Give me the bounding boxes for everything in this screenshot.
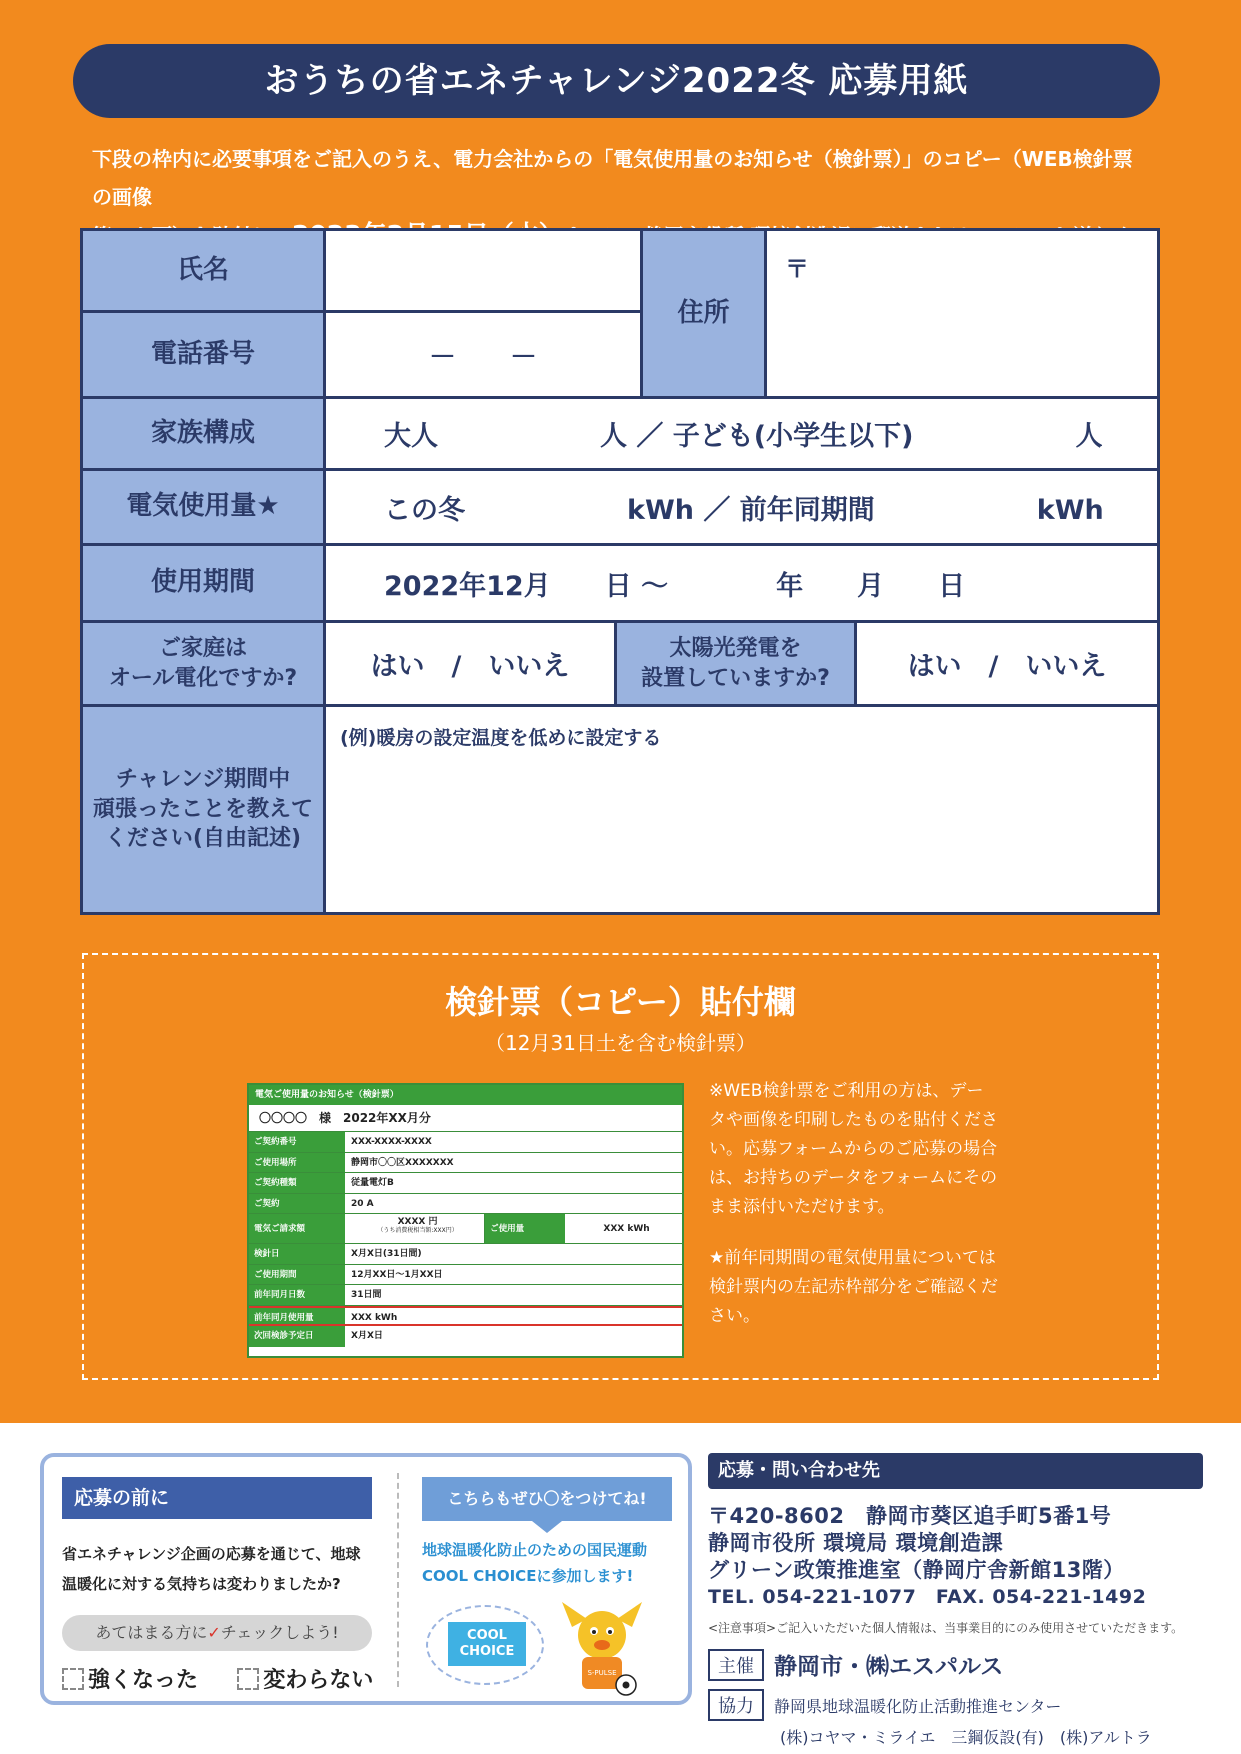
bill-charge-amount: XXXX 円	[397, 1217, 438, 1227]
checkbox-stronger[interactable]	[62, 1668, 84, 1690]
bill-value: 静岡市〇〇区XXXXXXX	[351, 1157, 454, 1168]
bill-value: XXX kWh	[351, 1312, 398, 1323]
coop-extra: (株)コヤマ・ミライエ 三鋼仮設(有) (株)アルトラ	[780, 1728, 1152, 1747]
survey-options	[62, 1663, 373, 1694]
address-label: 住所	[643, 231, 767, 396]
bill-row	[249, 1326, 682, 1347]
bill-row	[249, 1285, 682, 1306]
bill-value: 20 A	[351, 1198, 374, 1209]
paste-subtitle: （12月31日土を含む検針票）	[485, 1031, 756, 1055]
coop-key: 協力	[708, 1689, 764, 1721]
bill-key: ご使用場所	[249, 1153, 345, 1173]
host-key: 主催	[708, 1649, 764, 1681]
phone-label: 電話番号	[83, 313, 326, 396]
bill-key: 検針日	[249, 1244, 345, 1264]
name-field[interactable]	[326, 231, 640, 310]
mascot-icon	[552, 1597, 652, 1697]
cool-choice-line2: COOL CHOICEに参加します!	[422, 1567, 634, 1585]
solar-label: 太陽光発電を 設置していますか?	[617, 623, 857, 704]
family-label: 家族構成	[83, 399, 326, 468]
period-row	[83, 546, 1157, 623]
mascot-label: S-PULSE	[587, 1669, 617, 1677]
contact-info	[708, 1453, 1203, 1748]
bottom-section	[0, 1423, 1241, 1754]
effort-field[interactable]: (例)暖房の設定温度を低めに設定する	[326, 707, 1157, 912]
contact-addr2: 静岡市役所 環境局 環境創造課	[708, 1531, 1004, 1555]
privacy-note: <注意事項>ご記入いただいた個人情報は、当事業目的にのみ使用させていただきます。	[708, 1621, 1184, 1635]
bill-row	[249, 1173, 682, 1194]
electricity-label: 電気使用量★	[83, 471, 326, 543]
cool-choice-logo: COOL CHOICE	[448, 1622, 526, 1666]
bill-value: 12月XX日～1月XX日	[351, 1269, 443, 1280]
bill-charge-sub: （うち消費税相当額:XXX円）	[377, 1226, 458, 1234]
phone-field[interactable]: － －	[326, 313, 640, 396]
bill-key: ご使用量	[485, 1214, 565, 1243]
bill-row	[249, 1153, 682, 1174]
survey-question: 省エネチャレンジ企画の応募を通じて、地球温暖化に対する気持ちは変わりましたか?	[62, 1545, 361, 1593]
option-unchanged-label: 変わらない	[263, 1668, 374, 1693]
allelectric-label: ご家庭は オール電化ですか?	[83, 623, 326, 704]
checkbox-unchanged[interactable]	[237, 1668, 259, 1690]
host-row	[708, 1648, 1203, 1681]
host-value: 静岡市・㈱エスパルス	[774, 1654, 1004, 1680]
bill-key: ご契約	[249, 1194, 345, 1214]
survey-tag: 応募の前に	[62, 1477, 372, 1519]
bill-charge-value	[345, 1214, 485, 1243]
option-stronger-label: 強くなった	[88, 1668, 199, 1693]
contact-addr1: 〒420-8602 静岡市葵区追手町5番1号	[708, 1504, 1112, 1528]
note-web-bill: ※WEB検針票をご利用の方は、データや画像を印刷したものを貼付ください。応募フォームからのご応募の場合は、お持ちのデータをフォームにそのまま添付いただけます。	[709, 1081, 998, 1217]
divider	[397, 1473, 399, 1687]
effort-row	[83, 707, 1157, 912]
cool-choice-line1: 地球温暖化防止のための国民運動	[422, 1541, 648, 1559]
effort-label: チャレンジ期間中 頑張ったことを教えて ください(自由記述)	[83, 707, 326, 912]
page-title: おうちの省エネチャレンジ2022冬 応募用紙	[73, 44, 1160, 118]
bill-charge-row	[249, 1214, 682, 1244]
paste-notes	[709, 1077, 999, 1331]
family-field[interactable]: 大人 人 ／ 子ども(小学生以下) 人	[326, 399, 1157, 468]
family-row	[83, 399, 1157, 471]
cool-choice-tag: こちらもぜひ〇をつけてね!	[422, 1477, 672, 1521]
bill-row	[249, 1244, 682, 1265]
check-text-b: チェックしよう!	[220, 1623, 339, 1642]
name-phone-block	[83, 231, 643, 396]
bill-value: 31日間	[351, 1290, 382, 1300]
bill-header: 電気ご使用量のお知らせ（検針票）	[249, 1085, 682, 1105]
solar-field[interactable]: はい / いいえ	[857, 623, 1157, 704]
allelectric-solar-row	[83, 623, 1157, 707]
bill-name: 〇〇〇〇 様 2022年XX月分	[249, 1105, 682, 1132]
bill-value: X月X日	[351, 1331, 383, 1341]
checkmark-icon: ✓	[207, 1623, 221, 1642]
intro-line1: 下段の枠内に必要事項をご記入のうえ、電力会社からの「電気使用量のお知らせ（検針票）」のコピー（WEB検針票の画像	[92, 147, 1133, 209]
bill-row	[249, 1265, 682, 1286]
bill-key: 次回検診予定日	[249, 1326, 345, 1347]
bill-row	[249, 1194, 682, 1215]
electricity-row	[83, 471, 1157, 546]
coop-row	[708, 1689, 1203, 1721]
bill-value: XXX kWh	[603, 1224, 650, 1234]
survey-box	[40, 1453, 692, 1705]
bill-key: 前年同月使用量	[249, 1308, 345, 1325]
paste-title: 検針票（コピー）貼付欄	[445, 983, 796, 1021]
bill-key: ご使用期間	[249, 1265, 345, 1285]
bill-key: 電気ご請求額	[249, 1214, 345, 1243]
address-field[interactable]: 〒	[767, 231, 1157, 396]
bill-key: 前年同月日数	[249, 1285, 345, 1305]
sample-bill	[247, 1083, 684, 1358]
name-label: 氏名	[83, 231, 326, 310]
electricity-field[interactable]: この冬 kWh ／ 前年同期間 kWh	[326, 471, 1157, 543]
bill-value: 従量電灯B	[351, 1178, 394, 1188]
contact-address	[708, 1503, 1203, 1611]
period-label: 使用期間	[83, 546, 326, 620]
bill-paste-area	[82, 953, 1159, 1380]
check-instruction	[62, 1615, 372, 1651]
contact-phone-fax: TEL. 054-221-1077 FAX. 054-221-1492	[708, 1586, 1147, 1608]
bill-key: ご契約番号	[249, 1132, 345, 1152]
coop-value: 静岡県地球温暖化防止活動推進センター	[774, 1696, 1062, 1716]
contact-tag: 応募・問い合わせ先	[708, 1453, 1203, 1489]
check-text-a: あてはまる方に	[95, 1623, 208, 1642]
bill-value: XXX-XXXX-XXXX	[351, 1137, 432, 1147]
bill-value: X月X日(31日間)	[351, 1249, 422, 1259]
note-prev-year: ★前年同期間の電気使用量については検針票内の左記赤枠部分をご確認ください。	[709, 1248, 998, 1326]
top-block	[83, 231, 1157, 399]
bill-prev-year-row	[249, 1306, 682, 1327]
application-form	[80, 228, 1160, 915]
allelectric-field[interactable]: はい / いいえ	[326, 623, 617, 704]
contact-addr3: グリーン政策推進室（静岡庁舎新館13階）	[708, 1558, 1125, 1582]
period-field[interactable]: 2022年12月 日 ～ 年 月 日	[326, 546, 1157, 620]
bill-key: ご契約種類	[249, 1173, 345, 1193]
bill-row	[249, 1132, 682, 1153]
